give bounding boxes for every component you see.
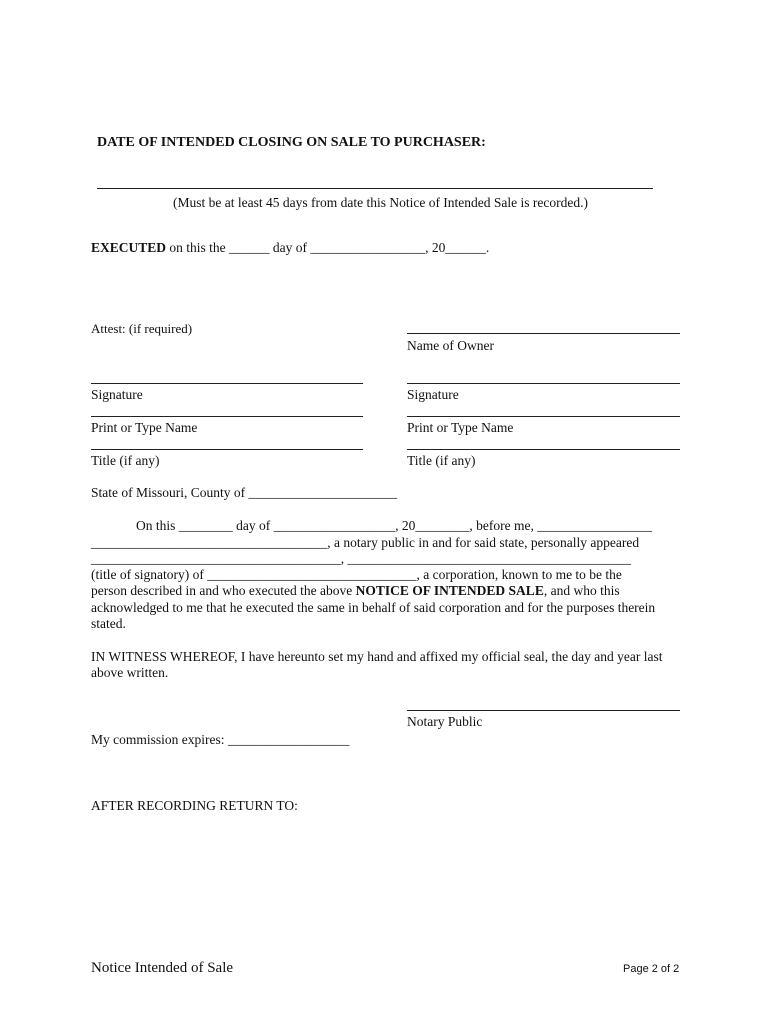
title-line-left[interactable] bbox=[91, 449, 363, 450]
notary-line-2: ___________________________________, a notary public in and for said state, personally appeared bbox=[91, 535, 640, 550]
notary-line-5-post: , and who this bbox=[543, 583, 620, 598]
owner-name-line[interactable] bbox=[407, 333, 680, 334]
signature-line-left[interactable] bbox=[91, 383, 363, 384]
signature-label-right: Signature bbox=[407, 387, 459, 402]
executed-text: on this the ______ day of _________________, 20______. bbox=[166, 240, 490, 255]
notary-line-4: (title of signatory) of _______________________________, a corporation, known to me to be the bbox=[91, 567, 622, 582]
commission-expires-line: My commission expires: __________________ bbox=[91, 732, 350, 747]
title-line-right[interactable] bbox=[407, 449, 680, 450]
witness-line-1: IN WITNESS WHEREOF, I have hereunto set my hand and affixed my official seal, the day and year last bbox=[91, 649, 663, 664]
title-label-left: Title (if any) bbox=[91, 453, 160, 468]
print-name-label-right: Print or Type Name bbox=[407, 420, 514, 435]
name-of-owner-label: Name of Owner bbox=[407, 338, 494, 353]
notary-line-7: stated. bbox=[91, 616, 126, 631]
title-label-right: Title (if any) bbox=[407, 453, 476, 468]
after-recording-label: AFTER RECORDING RETURN TO: bbox=[91, 798, 298, 813]
state-county-line: State of Missouri, County of ______________________ bbox=[91, 485, 397, 500]
signature-line-right[interactable] bbox=[407, 383, 680, 384]
notary-public-label: Notary Public bbox=[407, 714, 483, 729]
attest-label: Attest: (if required) bbox=[91, 321, 193, 336]
notary-signature-line[interactable] bbox=[407, 710, 680, 711]
notary-line-3: _____________________________________, __________________________________________ bbox=[91, 551, 631, 566]
notice-of-intended-sale: NOTICE OF INTENDED SALE bbox=[355, 583, 544, 598]
signature-label-left: Signature bbox=[91, 387, 143, 402]
footer-title: Notice Intended of Sale bbox=[91, 960, 234, 976]
print-name-line-right[interactable] bbox=[407, 416, 680, 417]
notary-line-5 bbox=[91, 583, 620, 599]
notary-line-1: On this ________ day of __________________, 20________, before me, _________________ bbox=[136, 518, 652, 533]
executed-line bbox=[91, 240, 489, 256]
print-name-line-left[interactable] bbox=[91, 416, 363, 417]
notary-line-5-pre: person described in and who executed the above bbox=[91, 583, 356, 598]
notary-line-6: acknowledged to me that he executed the same in behalf of said corporation and for the purposes therein bbox=[91, 600, 656, 615]
closing-note: (Must be at least 45 days from date this Notice of Intended Sale is recorded.) bbox=[173, 195, 588, 210]
executed-label: EXECUTED bbox=[91, 240, 167, 255]
closing-heading: DATE OF INTENDED CLOSING ON SALE TO PURCHASER: bbox=[97, 135, 486, 150]
closing-date-line[interactable] bbox=[97, 188, 653, 189]
print-name-label-left: Print or Type Name bbox=[91, 420, 198, 435]
witness-line-2: above written. bbox=[91, 665, 169, 680]
page-number: Page 2 of 2 bbox=[623, 963, 680, 975]
